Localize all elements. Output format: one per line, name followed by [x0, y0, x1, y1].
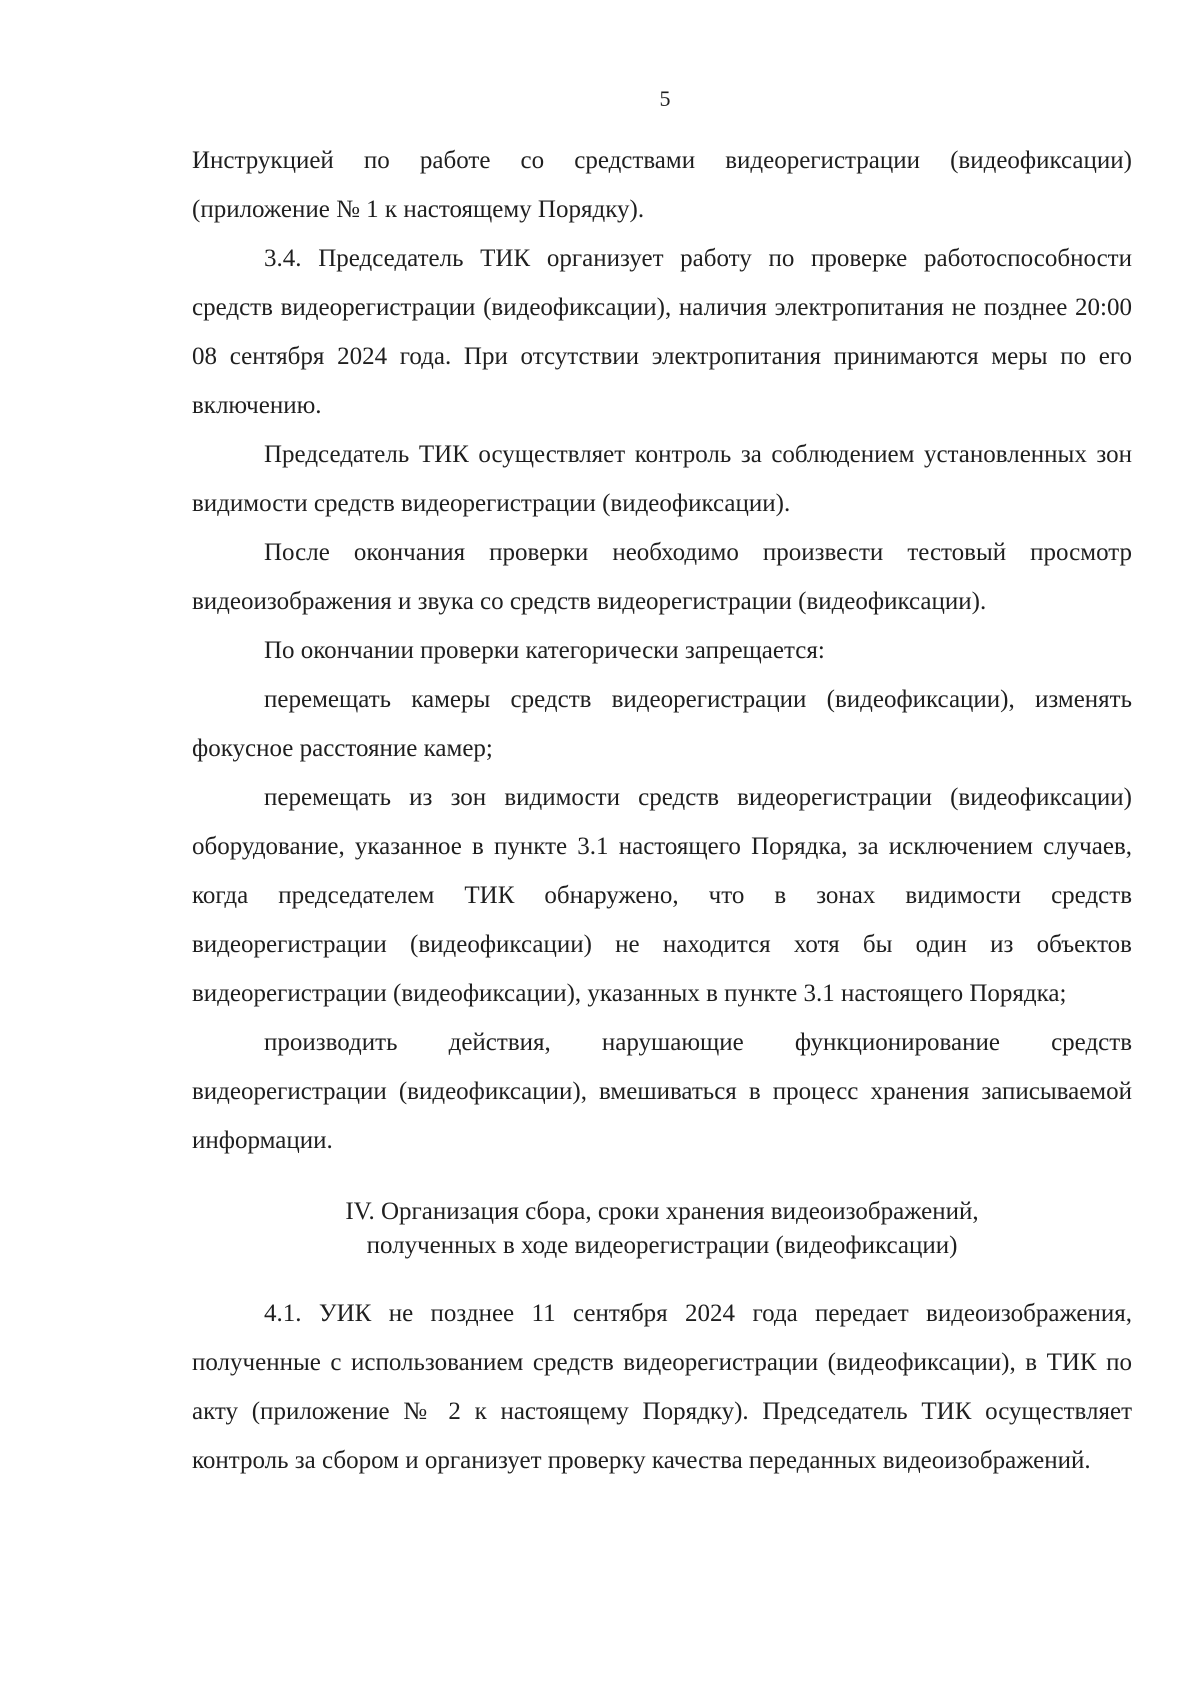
paragraph-continuation: Инструкцией по работе со средствами видеорегистрации (видеофиксации) (приложение № 1 к настоящему Порядку). [192, 147, 1132, 223]
paragraph-test-view: После окончания проверки необходимо произвести тестовый просмотр видеоизображения и звука со средств видеорегистрации (видеофиксации). [192, 539, 1132, 615]
document-body [192, 136, 1132, 1485]
paragraph-3-4: 3.4. Председатель ТИК организует работу по проверке работоспособности средств видеорегистрации (видеофиксации), наличия электропитания не позднее 20:00 08 сентября 2024 года. При отсутствии электропитания принимаются меры по его включению. [192, 245, 1132, 419]
paragraph-4-1: 4.1. УИК не позднее 11 сентября 2024 года передает видеоизображения, полученные с использованием средств видеорегистрации (видеофиксации), в ТИК по акту (приложение № 2 к настоящему Порядку). Председатель ТИК осуществляет контроль за сбором и организует проверку качества переданных видеоизображений. [192, 1300, 1132, 1474]
section-heading-line-2: полученных в ходе видеорегистрации (видеофиксации) [366, 1232, 958, 1259]
list-item-disrupt-operation: производить действия, нарушающие функционирование средств видеорегистрации (видеофиксации), вмешиваться в процесс хранения записываемой информации. [192, 1029, 1132, 1154]
list-item-move-equipment: перемещать из зон видимости средств видеорегистрации (видеофиксации) оборудование, указанное в пункте 3.1 настоящего Порядка, за исключением случаев, когда председателем ТИК обнаружено, что в зонах видимости средств видеорегистрации (видеофиксации) не находится хотя бы один из объектов видеорегистрации (видеофиксации), указанных в пункте 3.1 настоящего Порядка; [192, 784, 1132, 1007]
section-heading [192, 1195, 1132, 1263]
section-heading-line-1: IV. Организация сбора, сроки хранения видеоизображений, [345, 1198, 979, 1225]
paragraph-prohibitions-intro: По окончании проверки категорически запрещается: [264, 637, 825, 664]
paragraph-zone-control: Председатель ТИК осуществляет контроль за соблюдением установленных зон видимости средств видеорегистрации (видеофиксации). [192, 441, 1132, 517]
page-number: 5 [659, 86, 671, 111]
list-item-move-cameras: перемещать камеры средств видеорегистрации (видеофиксации), изменять фокусное расстояние камер; [192, 686, 1132, 762]
